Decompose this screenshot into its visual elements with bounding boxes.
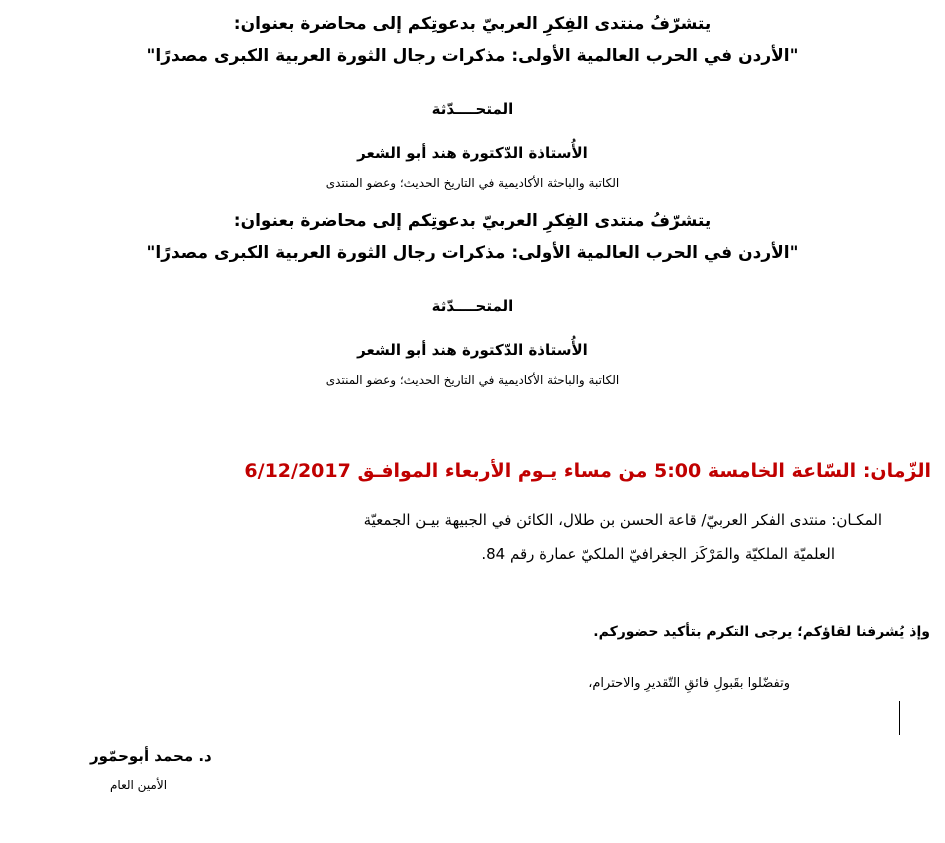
- event-time-label: الزّمان:: [862, 460, 931, 482]
- speaker-heading-1: المتحــــدّثة: [431, 100, 514, 118]
- signature-name: د. محمد أبوحمّور: [90, 747, 212, 765]
- event-place-label: المكـان:: [831, 511, 882, 529]
- invitation-line-1: يتشرّفُ منتدى الفِكرِ العربيّ بدعوتِكم إلى محاضرة بعنوان:: [233, 14, 712, 34]
- invitation-line-2: يتشرّفُ منتدى الفِكرِ العربيّ بدعوتِكم إلى محاضرة بعنوان:: [233, 211, 712, 231]
- event-time: [244, 460, 931, 482]
- event-place-value: منتدى الفكر العربيّ/ قاعة الحسن بن طلال، الكائن في الجبيهة بيـن الجمعيّة: [363, 511, 827, 529]
- speaker-name-2: الأُستاذة الدّكتورة هند أبو الشعر: [357, 341, 588, 359]
- regards-line: وتفضّلوا بقَبولِ فائقِ التّقديرِ والاحترام،: [588, 676, 790, 691]
- signature-title: الأمين العام: [110, 778, 168, 792]
- text-cursor: [899, 701, 900, 735]
- event-place-line-1: [364, 511, 882, 529]
- speaker-description-2: الكاتبة والباحثة الأكاديمية في التاريخ الحديث؛ وعضو المنتدى: [325, 373, 620, 387]
- lecture-title-1: "الأردن في الحرب العالمية الأولى: مذكرات رجال الثورة العربية الكبرى مصدرًا": [146, 46, 799, 66]
- event-place-line-2: العلميّة الملكيّة والمَرْكَز الجغرافيّ الملكيّ عمارة رقم 84.: [481, 545, 835, 563]
- speaker-heading-2: المتحــــدّثة: [431, 297, 514, 315]
- event-time-value: السّاعة الخامسة 5:00 من مساء يـوم الأربعاء الموافـق 6/12/2017: [244, 460, 857, 482]
- speaker-name-1: الأُستاذة الدّكتورة هند أبو الشعر: [357, 144, 588, 162]
- closing-line: وإذ يُشرفنا لقاؤكم؛ يرجى التكرم بتأكيد حضوركم.: [593, 624, 930, 640]
- speaker-description-1: الكاتبة والباحثة الأكاديمية في التاريخ الحديث؛ وعضو المنتدى: [325, 176, 620, 190]
- lecture-title-2: "الأردن في الحرب العالمية الأولى: مذكرات رجال الثورة العربية الكبرى مصدرًا": [146, 243, 799, 263]
